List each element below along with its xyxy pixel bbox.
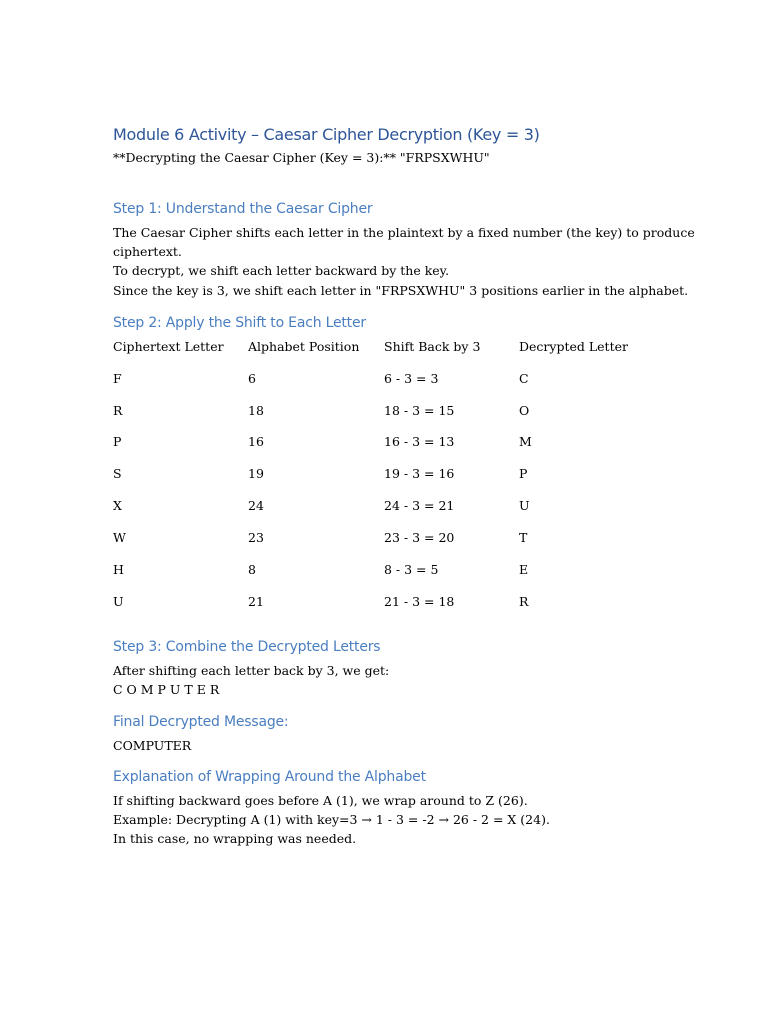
table-cell: 16	[248, 434, 264, 449]
table-row	[113, 592, 673, 612]
table-cell: P	[113, 434, 122, 449]
table-row	[113, 432, 673, 452]
table-cell: 19 - 3 = 16	[384, 466, 455, 481]
table-cell: S	[113, 466, 122, 481]
step1-line: The Caesar Cipher shifts each letter in the plaintext by a fixed number (the key) to produce	[113, 225, 695, 240]
table-cell: R	[519, 594, 529, 609]
step1-line: To decrypt, we shift each letter backward by the key.	[113, 263, 450, 278]
step1-line: ciphertext.	[113, 244, 182, 259]
step2-heading: Step 2: Apply the Shift to Each Letter	[113, 315, 366, 331]
step1-line: Since the key is 3, we shift each letter in "FRPSXWHU" 3 positions earlier in the alphabet.	[113, 283, 689, 298]
final-heading: Final Decrypted Message:	[113, 714, 289, 730]
table-cell: 18 - 3 = 15	[384, 403, 455, 418]
document-title: Module 6 Activity – Caesar Cipher Decryption (Key = 3)	[113, 125, 540, 144]
table-cell: 21 - 3 = 18	[384, 594, 455, 609]
explanation-line: If shifting backward goes before A (1), we wrap around to Z (26).	[113, 793, 528, 808]
table-cell: 23 - 3 = 20	[384, 530, 455, 545]
table-row	[113, 464, 673, 484]
table-cell: W	[113, 530, 126, 545]
table-cell: F	[113, 371, 122, 386]
table-cell: R	[113, 403, 123, 418]
column-header: Alphabet Position	[248, 339, 360, 354]
table-cell: U	[519, 498, 530, 513]
table-cell: 24 - 3 = 21	[384, 498, 455, 513]
column-header: Shift Back by 3	[384, 339, 481, 354]
table-cell: 6 - 3 = 3	[384, 371, 439, 386]
table-cell: 21	[248, 594, 264, 609]
table-cell: 18	[248, 403, 264, 418]
table-cell: 8	[248, 562, 256, 577]
explanation-line: In this case, no wrapping was needed.	[113, 831, 357, 846]
table-row	[113, 496, 673, 516]
table-cell: H	[113, 562, 124, 577]
table-cell: 6	[248, 371, 256, 386]
step1-heading: Step 1: Understand the Caesar Cipher	[113, 201, 373, 217]
table-cell: E	[519, 562, 529, 577]
table-cell: O	[519, 403, 530, 418]
column-header: Ciphertext Letter	[113, 339, 224, 354]
table-cell: P	[519, 466, 528, 481]
table-cell: C	[519, 371, 529, 386]
table-cell: 8 - 3 = 5	[384, 562, 439, 577]
table-cell: 24	[248, 498, 264, 513]
table-cell: T	[519, 530, 528, 545]
table-cell: 19	[248, 466, 264, 481]
table-row	[113, 401, 673, 421]
table-cell: X	[113, 498, 122, 513]
document-subtitle: **Decrypting the Caesar Cipher (Key = 3):** "FRPSXWHU"	[113, 150, 490, 165]
table-row	[113, 528, 673, 548]
table-row	[113, 369, 673, 389]
column-header: Decrypted Letter	[519, 339, 628, 354]
table-cell: M	[519, 434, 532, 449]
table-cell: 23	[248, 530, 264, 545]
final-message: COMPUTER	[113, 738, 192, 753]
table-header-row	[113, 337, 673, 357]
table-cell: 16 - 3 = 13	[384, 434, 455, 449]
step3-line: After shifting each letter back by 3, we get:	[113, 663, 390, 678]
table-row	[113, 560, 673, 580]
table-cell: U	[113, 594, 124, 609]
step3-heading: Step 3: Combine the Decrypted Letters	[113, 639, 381, 655]
explanation-line: Example: Decrypting A (1) with key=3 → 1 - 3 = -2 → 26 - 2 = X (24).	[113, 812, 550, 827]
explanation-heading: Explanation of Wrapping Around the Alphabet	[113, 769, 426, 785]
spelled-result: C O M P U T E R	[113, 682, 220, 697]
